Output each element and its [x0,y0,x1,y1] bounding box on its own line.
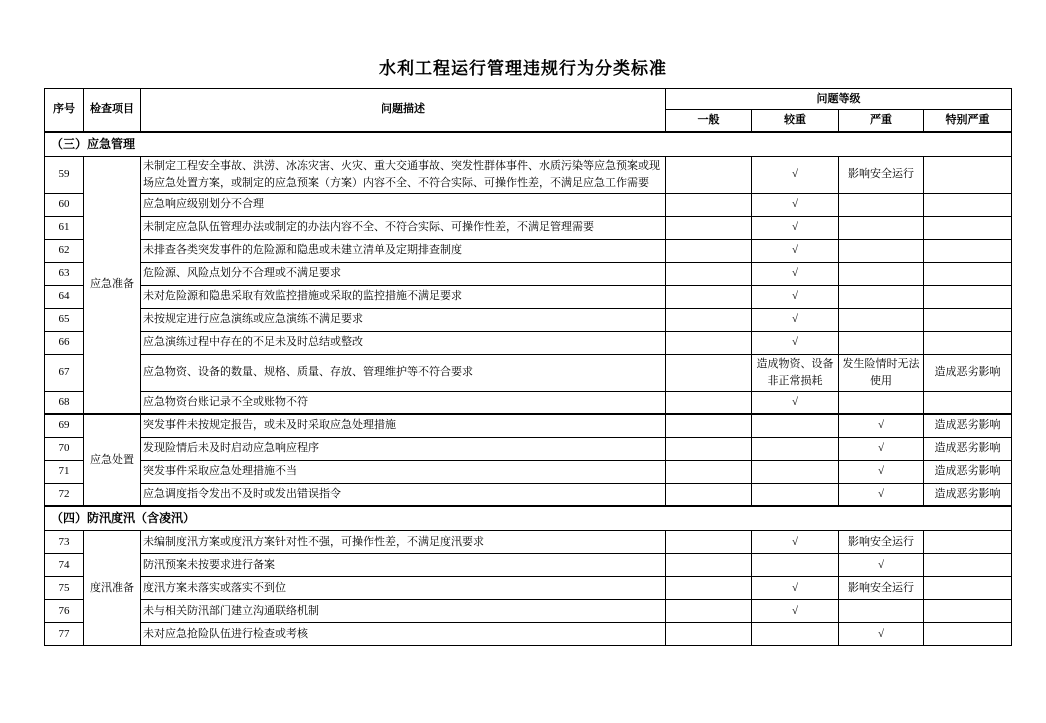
cell-no: 74 [45,554,84,577]
cell-no: 59 [45,156,84,193]
header-check-item: 检查项目 [84,89,141,132]
cell-no: 64 [45,285,84,308]
cell-grade-general [666,216,752,239]
cell-grade-severe [839,391,924,414]
table-row [45,308,1012,331]
table-row [45,391,1012,414]
cell-no: 76 [45,600,84,623]
cell-grade-moderate [752,554,839,577]
cell-problem-desc: 防汛预案未按要求进行备案 [141,554,666,577]
cell-grade-moderate: √ [752,391,839,414]
cell-grade-severe: √ [839,554,924,577]
cell-problem-desc: 应急演练过程中存在的不足未及时总结或整改 [141,331,666,354]
cell-grade-extreme [924,285,1012,308]
page-title: 水利工程运行管理违规行为分类标准 [379,59,667,78]
header-problem-desc: 问题描述 [141,89,666,132]
table-row [45,460,1012,483]
cell-problem-desc: 应急物资台账记录不全或账物不符 [141,391,666,414]
cell-grade-extreme [924,331,1012,354]
cell-problem-desc: 未编制度汛方案或度汛方案针对性不强，可操作性差，不满足度汛要求 [141,531,666,554]
table-row [45,414,1012,437]
cell-grade-extreme: 造成恶劣影响 [924,483,1012,506]
cell-grade-severe [839,285,924,308]
cell-problem-desc: 未对危险源和隐患采取有效监控措施或采取的监控措施不满足要求 [141,285,666,308]
cell-grade-extreme [924,531,1012,554]
cell-grade-moderate: √ [752,193,839,216]
cell-grade-moderate: √ [752,239,839,262]
header-grade-severe: 严重 [839,110,924,132]
cell-grade-extreme [924,193,1012,216]
cell-no: 67 [45,354,84,391]
cell-no: 71 [45,460,84,483]
cell-grade-moderate: √ [752,285,839,308]
cell-grade-general [666,483,752,506]
cell-problem-desc: 突发事件采取应急处理措施不当 [141,460,666,483]
cell-grade-moderate: √ [752,262,839,285]
table-header [45,89,1012,132]
cell-no: 61 [45,216,84,239]
cell-check-item: 应急处置 [84,414,141,506]
cell-no: 68 [45,391,84,414]
table-row [45,239,1012,262]
table-row [45,483,1012,506]
cell-grade-extreme: 造成恶劣影响 [924,437,1012,460]
cell-grade-severe [839,308,924,331]
header-grade-general: 一般 [666,110,752,132]
cell-problem-desc: 应急响应级别划分不合理 [141,193,666,216]
cell-grade-extreme [924,262,1012,285]
cell-problem-desc: 未排查各类突发事件的危险源和隐患或未建立清单及定期排查制度 [141,239,666,262]
cell-grade-general [666,308,752,331]
table-row [45,193,1012,216]
cell-grade-general [666,531,752,554]
cell-grade-severe: √ [839,437,924,460]
cell-grade-extreme [924,239,1012,262]
section-title: （四）防汛度汛（含凌汛） [45,506,1012,531]
table-row [45,354,1012,391]
cell-grade-severe: √ [839,460,924,483]
cell-no: 75 [45,577,84,600]
cell-grade-severe: 影响安全运行 [839,156,924,193]
cell-no: 65 [45,308,84,331]
table-row [45,216,1012,239]
cell-grade-extreme [924,623,1012,646]
table-row [45,331,1012,354]
cell-grade-severe [839,600,924,623]
table-row [45,600,1012,623]
cell-grade-moderate: 造成物资、设备非正常损耗 [752,354,839,391]
cell-no: 60 [45,193,84,216]
cell-grade-severe [839,216,924,239]
cell-grade-severe: √ [839,483,924,506]
cell-no: 73 [45,531,84,554]
cell-grade-moderate: √ [752,577,839,600]
cell-grade-extreme: 造成恶劣影响 [924,414,1012,437]
cell-check-item: 应急准备 [84,156,141,414]
cell-grade-severe [839,262,924,285]
cell-grade-severe [839,193,924,216]
cell-problem-desc: 未按规定进行应急演练或应急演练不满足要求 [141,308,666,331]
cell-problem-desc: 未制定工程安全事故、洪涝、冰冻灾害、火灾、重大交通事故、突发性群体事件、水质污染等应急预案或现场应急处置方案，或制定的应急预案（方案）内容不全、不符合实际、可操作性差，不满足应急工作需要 [141,156,666,193]
cell-grade-severe: 影响安全运行 [839,577,924,600]
header-no: 序号 [45,89,84,132]
cell-check-item: 度汛准备 [84,531,141,646]
header-grade-moderate: 较重 [752,110,839,132]
cell-grade-moderate: √ [752,600,839,623]
cell-no: 62 [45,239,84,262]
table-body [45,132,1012,646]
cell-grade-moderate [752,437,839,460]
cell-grade-moderate [752,460,839,483]
cell-grade-extreme [924,554,1012,577]
cell-grade-extreme [924,216,1012,239]
cell-grade-extreme [924,391,1012,414]
table-row [45,554,1012,577]
cell-grade-general [666,437,752,460]
cell-problem-desc: 突发事件未按规定报告，或未及时采取应急处理措施 [141,414,666,437]
cell-grade-severe: √ [839,623,924,646]
cell-no: 70 [45,437,84,460]
cell-no: 66 [45,331,84,354]
cell-grade-general [666,193,752,216]
table-row [45,623,1012,646]
table-row [45,577,1012,600]
table-row [45,531,1012,554]
cell-problem-desc: 危险源、风险点划分不合理或不满足要求 [141,262,666,285]
cell-grade-moderate [752,483,839,506]
cell-grade-general [666,354,752,391]
cell-grade-general [666,285,752,308]
cell-grade-severe: 影响安全运行 [839,531,924,554]
cell-grade-severe [839,331,924,354]
table-row [45,156,1012,193]
cell-grade-general [666,414,752,437]
cell-no: 77 [45,623,84,646]
cell-grade-extreme [924,577,1012,600]
section-row [45,132,1012,157]
cell-grade-severe: 发生险情时无法使用 [839,354,924,391]
cell-grade-general [666,391,752,414]
cell-problem-desc: 未制定应急队伍管理办法或制定的办法内容不全、不符合实际、可操作性差，不满足管理需要 [141,216,666,239]
table-row [45,285,1012,308]
cell-no: 72 [45,483,84,506]
cell-grade-extreme: 造成恶劣影响 [924,460,1012,483]
table-row [45,262,1012,285]
header-row-1 [45,89,1012,110]
cell-grade-extreme: 造成恶劣影响 [924,354,1012,391]
cell-grade-moderate: √ [752,531,839,554]
cell-problem-desc: 度汛方案未落实或落实不到位 [141,577,666,600]
classification-table [44,88,1012,646]
cell-grade-general [666,577,752,600]
cell-grade-moderate [752,623,839,646]
cell-grade-general [666,331,752,354]
cell-grade-moderate: √ [752,216,839,239]
cell-grade-extreme [924,156,1012,193]
cell-grade-general [666,623,752,646]
cell-no: 63 [45,262,84,285]
cell-grade-moderate: √ [752,331,839,354]
cell-grade-general [666,262,752,285]
cell-no: 69 [45,414,84,437]
header-problem-grade: 问题等级 [666,89,1012,110]
cell-problem-desc: 发现险情后未及时启动应急响应程序 [141,437,666,460]
cell-problem-desc: 未对应急抢险队伍进行检查或考核 [141,623,666,646]
cell-grade-moderate: √ [752,156,839,193]
table-row [45,437,1012,460]
section-title: （三）应急管理 [45,132,1012,157]
cell-problem-desc: 未与相关防汛部门建立沟通联络机制 [141,600,666,623]
cell-problem-desc: 应急物资、设备的数量、规格、质量、存放、管理维护等不符合要求 [141,354,666,391]
cell-grade-general [666,460,752,483]
cell-grade-severe: √ [839,414,924,437]
section-row [45,506,1012,531]
cell-grade-moderate [752,414,839,437]
cell-grade-general [666,554,752,577]
cell-grade-general [666,156,752,193]
cell-grade-general [666,600,752,623]
cell-grade-extreme [924,600,1012,623]
header-grade-extreme: 特别严重 [924,110,1012,132]
cell-grade-severe [839,239,924,262]
cell-grade-general [666,239,752,262]
cell-grade-extreme [924,308,1012,331]
cell-grade-moderate: √ [752,308,839,331]
cell-problem-desc: 应急调度指令发出不及时或发出错误指令 [141,483,666,506]
